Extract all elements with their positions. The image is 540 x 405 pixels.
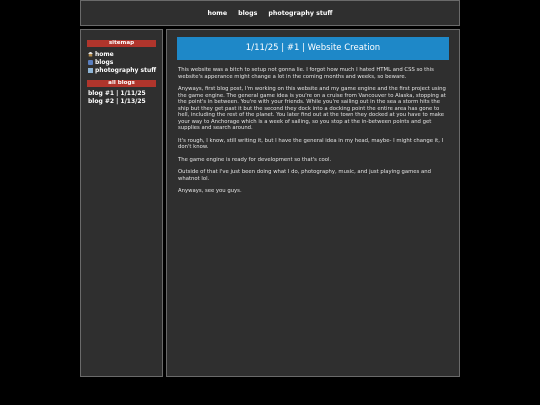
post-body <box>178 67 449 195</box>
all-blogs-header: all blogs <box>87 80 156 87</box>
post-paragraph: It's rough, I know, still writing it, but I have the general idea in my head, maybe- I might change it, I don't know. <box>178 137 444 150</box>
sitemap-list <box>88 50 162 74</box>
sitemap-item-label: home <box>95 50 114 58</box>
sitemap-item-label: blogs <box>95 58 114 66</box>
sitemap-header: sitemap <box>87 40 156 47</box>
post-paragraph: Anyways, first blog post, I'm working on this website and my game engine and the first project using the game engine. The general game idea is you're on a cruise from Vancouver to Alaska, stopping at the point's in between. You're with your friends. While you're sailing out in the sea a storm hits the ship but they get past it but the second they dock into a docking point the entire area has gone to hell, including the rest of the planet. You later find out at the town they docked at you have to make your way to Anchorage which is a week of sailing, so you stop at the in-between points and get supplies and search around. <box>178 86 446 131</box>
blog-link-2[interactable]: blog #2 | 1/13/25 <box>88 98 146 105</box>
sitemap-item-blogs[interactable] <box>88 58 162 66</box>
nav-link-photography[interactable]: photography stuff <box>268 9 333 17</box>
nav-link-blogs[interactable]: blogs <box>238 9 258 17</box>
blog-list <box>88 90 162 106</box>
top-nav <box>80 0 460 26</box>
sitemap-item-label: photography stuff <box>95 66 157 74</box>
photo-icon <box>88 68 93 73</box>
post-title: 1/11/25 | #1 | Website Creation <box>177 37 449 60</box>
blog-link-1[interactable]: blog #1 | 1/11/25 <box>88 90 146 97</box>
post-paragraph: This website was a bitch to setup not gonna lie. I forgot how much I hated HTML and CSS so this website's apperance might change a lot in the coming months and weeks, so beware. <box>178 67 434 80</box>
home-icon <box>88 52 93 57</box>
post-paragraph: Anyways, see you guys. <box>178 188 242 194</box>
sidebar <box>80 29 163 377</box>
book-icon <box>88 60 93 65</box>
sitemap-item-photography[interactable] <box>88 66 162 74</box>
post-paragraph: Outside of that I've just been doing what I do, photography, music, and just playing games and whatnot lol. <box>178 169 431 182</box>
main-content <box>166 29 460 377</box>
nav-link-home[interactable]: home <box>207 9 228 17</box>
post-paragraph: The game engine is ready for development so that's cool. <box>178 156 332 163</box>
sitemap-item-home[interactable] <box>88 50 162 58</box>
